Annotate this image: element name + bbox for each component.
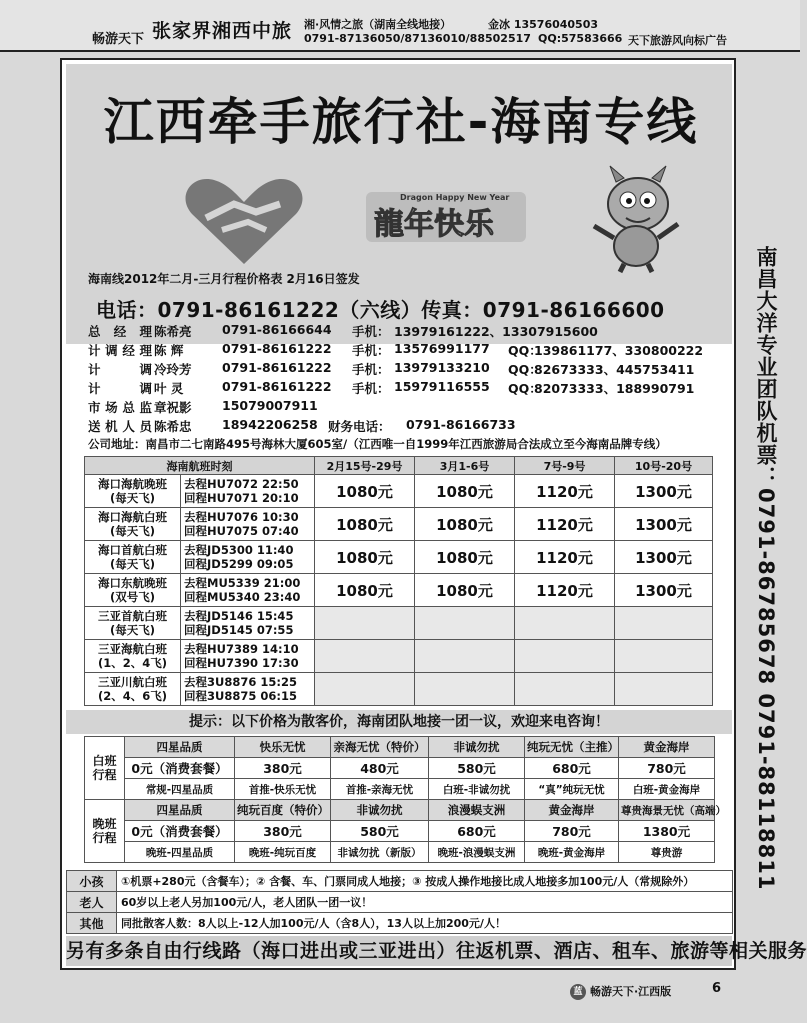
- table-row: [85, 779, 715, 800]
- address-text: 公司地址：南昌市二七南路495号海林大厦605室/（江西唯一自1999年江西旅游局合法成立至今海南品牌专线）: [88, 437, 667, 451]
- table-row: [67, 913, 733, 934]
- return: 回程HU7075 07:40: [184, 524, 299, 538]
- contact-role: 计 调: [88, 362, 152, 377]
- package-name: 晚班-四星品质: [125, 842, 235, 863]
- table-header: 10号-20号: [615, 457, 713, 475]
- services-banner: 另有多条自由行线路（海口进出或三亚进出）往返机票、酒店、租车、旅游等相关服务: [66, 936, 732, 966]
- package-price: 480元: [331, 758, 429, 779]
- advertiser-tagline: 湘·风情之旅（湖南全线地接）: [304, 18, 452, 31]
- flight-route: [85, 541, 181, 574]
- table-row: [85, 640, 713, 673]
- contact-tel: 0791-86166644: [222, 322, 332, 337]
- table-row: [85, 800, 715, 821]
- return: 回程MU5340 23:40: [184, 590, 301, 604]
- note-text: ①机票+280元（含餐车）；② 含餐、车、门票同成人地接；③ 按成人操作地接比成人地接多加100元/人（常规除外）: [117, 871, 733, 892]
- route-name: 三亚海航白班: [98, 642, 167, 656]
- table-row: [85, 821, 715, 842]
- route-name: 海口首航白班: [98, 543, 167, 557]
- route-days: (每天飞): [109, 623, 155, 637]
- contact-name: 陈希忠: [154, 419, 192, 434]
- return: 回程HU7390 17:30: [184, 656, 299, 670]
- package-price: 0元（消费套餐）: [125, 758, 235, 779]
- handshake-heart-logo-icon: [182, 174, 306, 268]
- contact-tel: 15079007911: [222, 398, 318, 413]
- route-name: 海口海航白班: [98, 510, 167, 524]
- advertiser-title: 张家界湘西中旅: [152, 20, 293, 42]
- package-name: 非诚勿扰（新版）: [331, 842, 429, 863]
- price-cell: [415, 607, 515, 640]
- package-price: 680元: [429, 821, 525, 842]
- contact-role: 总经理: [88, 324, 152, 339]
- price-cell: 1080元: [415, 475, 515, 508]
- package-name: 白班-黄金海岸: [619, 779, 715, 800]
- route-days: (双号飞): [109, 590, 155, 604]
- flight-route: [85, 475, 181, 508]
- contact-mobile-label: 手机：: [352, 362, 390, 377]
- route-name: 三亚川航白班: [98, 675, 167, 689]
- table-row: [85, 842, 715, 863]
- contact-mobile-label: 手机：: [352, 381, 390, 396]
- contact-qq: 82673333、445753411: [534, 362, 695, 377]
- contact-list: [88, 322, 728, 455]
- flight-route: [85, 673, 181, 706]
- table-row: [85, 475, 713, 508]
- package-name: “真”纯玩无忧: [525, 779, 619, 800]
- package-name: 首推-快乐无忧: [235, 779, 331, 800]
- price-cell: 1080元: [415, 508, 515, 541]
- page-number: 6: [712, 981, 722, 996]
- page-title: 江西牵手旅行社-海南专线: [103, 93, 699, 151]
- return: 回程3U8875 06:15: [184, 689, 297, 703]
- contact-mobile: 13979133210: [394, 360, 490, 375]
- table-row: [85, 574, 713, 607]
- contact-mobile: 13979161222、13307915600: [394, 324, 598, 339]
- contact-row: [88, 322, 728, 341]
- price-cell: [615, 607, 713, 640]
- package-name: 尊贵游: [619, 842, 715, 863]
- flight-route: [85, 574, 181, 607]
- dragon-logo-cn: 龍年快乐: [374, 207, 494, 242]
- package-name: 晚班-黄金海岸: [525, 842, 619, 863]
- table-row: [85, 607, 713, 640]
- contact-mobile: 15979116555: [394, 379, 490, 394]
- dragon-logo-icon: [366, 186, 526, 244]
- package-price: 580元: [331, 821, 429, 842]
- table-header: 尊贵海景无忧（高端）: [619, 800, 715, 821]
- price-cell: [515, 640, 615, 673]
- price-cell: [615, 673, 713, 706]
- route-days: (每天飞): [109, 524, 155, 538]
- dragon-new-year-logo: [366, 186, 526, 244]
- contact-row: [88, 360, 728, 379]
- table-header: 纯玩百度（特价）: [235, 800, 331, 821]
- table-header: 纯玩无忧（主推）: [525, 737, 619, 758]
- table-row: [85, 737, 715, 758]
- package-name: 首推-亲海无忧: [331, 779, 429, 800]
- note-text: 60岁以上老人另加100元/人，老人团队一团一议！: [117, 892, 733, 913]
- outbound: 去程JD5146 15:45: [184, 609, 294, 623]
- table-header: 非诚勿扰: [331, 800, 429, 821]
- contact-row: [88, 398, 728, 417]
- flight-route: [85, 607, 181, 640]
- company-address: [88, 436, 728, 455]
- note-label: 小孩: [67, 871, 117, 892]
- contact-qq-label: QQ：: [508, 381, 542, 396]
- price-cell: 1300元: [615, 574, 713, 607]
- contact-qq-label: QQ：: [508, 343, 542, 358]
- ad-slogan: 天下旅游风向标广告: [628, 34, 727, 47]
- price-cell: 1120元: [515, 574, 615, 607]
- route-days: (每天飞): [109, 557, 155, 571]
- table-row: [85, 508, 713, 541]
- flight-schedule-table: [84, 456, 713, 706]
- contact-mobile-label: 手机：: [352, 324, 390, 339]
- price-cell: 1300元: [615, 508, 713, 541]
- table-row: [67, 871, 733, 892]
- outbound: 去程HU7072 22:50: [184, 477, 299, 491]
- contact-role: 计 调: [88, 381, 152, 396]
- flight-times: [181, 574, 315, 607]
- price-cell: [615, 640, 713, 673]
- route-days: (1、2、4飞): [97, 656, 168, 670]
- price-cell: 1120元: [515, 541, 615, 574]
- contact-qq: 139861177、330800222: [534, 343, 704, 358]
- return: 回程HU7071 20:10: [184, 491, 299, 505]
- price-cell: [415, 673, 515, 706]
- contact-name: 陈 辉: [154, 343, 184, 358]
- table-header: 四星品质: [125, 800, 235, 821]
- flight-times: [181, 541, 315, 574]
- price-cell: [315, 640, 415, 673]
- price-cell: 1080元: [415, 574, 515, 607]
- price-cell: 1120元: [515, 508, 615, 541]
- contact-qq-label: QQ：: [508, 362, 542, 377]
- day-package-label: 白班行程: [85, 737, 125, 800]
- price-cell: 1080元: [415, 541, 515, 574]
- contact-mobile-label: 手机：: [352, 343, 390, 358]
- top-header-bar: [0, 0, 800, 52]
- flight-route: [85, 508, 181, 541]
- table-header: 快乐无忧: [235, 737, 331, 758]
- contact-tel: 0791-86161222: [222, 379, 332, 394]
- package-price: 780元: [525, 821, 619, 842]
- table-header: 四星品质: [125, 737, 235, 758]
- package-price: 580元: [429, 758, 525, 779]
- contact-mobile: 13576991177: [394, 341, 490, 356]
- contact-row: [88, 341, 728, 360]
- flight-times: [181, 640, 315, 673]
- contact-tel: 0791-86161222: [222, 341, 332, 356]
- flight-times: [181, 508, 315, 541]
- contact-name: 冷玲芳: [154, 362, 192, 377]
- package-name: 白班-非诚勿扰: [429, 779, 525, 800]
- table-header: 2月15号-29号: [315, 457, 415, 475]
- dragon-mascot-icon: [586, 164, 686, 274]
- contact-row: [88, 379, 728, 398]
- table-row: [67, 892, 733, 913]
- package-price: 380元: [235, 821, 331, 842]
- price-cell: 1120元: [515, 475, 615, 508]
- table-header: 亲海无忧（特价）: [331, 737, 429, 758]
- package-price: 780元: [619, 758, 715, 779]
- flight-route: [85, 640, 181, 673]
- package-name: 常规-四星品质: [125, 779, 235, 800]
- finance-phone-label: 财务电话：: [328, 419, 391, 434]
- extra-notes-table: [66, 870, 733, 934]
- main-phone-line: 电话：0791-86161222（六线）传真：0791-86166600: [96, 298, 665, 322]
- footer-badge-icon: 蓝: [570, 984, 586, 1000]
- contact-row: [88, 417, 728, 436]
- price-cell: 1300元: [615, 541, 713, 574]
- contact-qq: 82073333、188990791: [534, 381, 695, 396]
- price-cell: [315, 607, 415, 640]
- price-cell: [415, 640, 515, 673]
- table-row: [85, 673, 713, 706]
- route-days: (每天飞): [109, 491, 155, 505]
- package-name: 晚班-纯玩百度: [235, 842, 331, 863]
- contact-role: 市场总监: [88, 400, 152, 415]
- contact-tel: 0791-86161222: [222, 360, 332, 375]
- route-name: 海口东航晚班: [98, 576, 167, 590]
- price-cell: 1300元: [615, 475, 713, 508]
- route-days: (2、4、6飞): [97, 689, 168, 703]
- advertiser-phones: 0791-87136050/87136010/88502517: [304, 32, 531, 45]
- night-package-label: 晚班行程: [85, 800, 125, 863]
- table-header: 浪漫蜈支洲: [429, 800, 525, 821]
- brand-name: 畅游天下: [92, 32, 145, 47]
- package-price: 680元: [525, 758, 619, 779]
- price-cell: 1080元: [315, 508, 415, 541]
- package-table: [84, 736, 726, 863]
- dragon-logo-en: Dragon Happy New Year: [400, 193, 510, 202]
- table-header: 海南航班时刻: [85, 457, 315, 475]
- price-tip: 提示：以下价格为散客价，海南团队地接一团一议，欢迎来电咨询！: [66, 710, 732, 734]
- price-cell: 1080元: [315, 475, 415, 508]
- schedule-note: 海南线2012年二月-三月行程价格表 2月16日签发: [88, 272, 360, 286]
- flight-times: [181, 607, 315, 640]
- contact-role: 送机人员: [88, 419, 152, 434]
- note-label: 其他: [67, 913, 117, 934]
- outbound: 去程JD5300 11:40: [184, 543, 294, 557]
- price-cell: [515, 673, 615, 706]
- route-name: 三亚首航白班: [98, 609, 167, 623]
- footer-text: 畅游天下·江西版: [590, 985, 672, 998]
- package-price: 0元（消费套餐）: [125, 821, 235, 842]
- table-row: [85, 758, 715, 779]
- note-label: 老人: [67, 892, 117, 913]
- table-header: 黄金海岸: [619, 737, 715, 758]
- flight-times: [181, 673, 315, 706]
- page-footer: [570, 983, 671, 1000]
- side-ticket-ad: 南昌大洋专业团队机票：0791-86785678 0791-88118811: [754, 246, 778, 891]
- route-name: 海口海航晚班: [98, 477, 167, 491]
- price-cell: 1080元: [315, 574, 415, 607]
- advertiser-contact: 金冰 13576040503: [488, 18, 599, 31]
- outbound: 去程MU5339 21:00: [184, 576, 301, 590]
- return: 回程JD5299 09:05: [184, 557, 294, 571]
- contact-name: 章祝影: [154, 400, 192, 415]
- finance-phone: 0791-86166733: [406, 417, 516, 432]
- table-header: 7号-9号: [515, 457, 615, 475]
- package-price: 1380元: [619, 821, 715, 842]
- table-header: 非诚勿扰: [429, 737, 525, 758]
- price-cell: [515, 607, 615, 640]
- package-name: 晚班-浪漫蜈支洲: [429, 842, 525, 863]
- contact-role: 计调经理: [88, 343, 152, 358]
- contact-name: 陈希亮: [154, 324, 192, 339]
- note-text: 同批散客人数：8人以上-12人加100元/人（含8人），13人以上加200元/人！: [117, 913, 733, 934]
- price-cell: [315, 673, 415, 706]
- outbound: 去程3U8876 15:25: [184, 675, 297, 689]
- return: 回程JD5145 07:55: [184, 623, 294, 637]
- ad-header: [66, 64, 732, 344]
- contact-tel: 18942206258: [222, 417, 318, 432]
- contact-name: 叶 灵: [154, 381, 184, 396]
- table-row: [85, 541, 713, 574]
- table-header: 3月1-6号: [415, 457, 515, 475]
- table-header-row: [85, 457, 713, 475]
- flight-times: [181, 475, 315, 508]
- outbound: 去程HU7389 14:10: [184, 642, 299, 656]
- outbound: 去程HU7076 10:30: [184, 510, 299, 524]
- package-price: 380元: [235, 758, 331, 779]
- advertiser-qq: QQ:57583666: [538, 32, 623, 45]
- price-cell: 1080元: [315, 541, 415, 574]
- table-header: 黄金海岸: [525, 800, 619, 821]
